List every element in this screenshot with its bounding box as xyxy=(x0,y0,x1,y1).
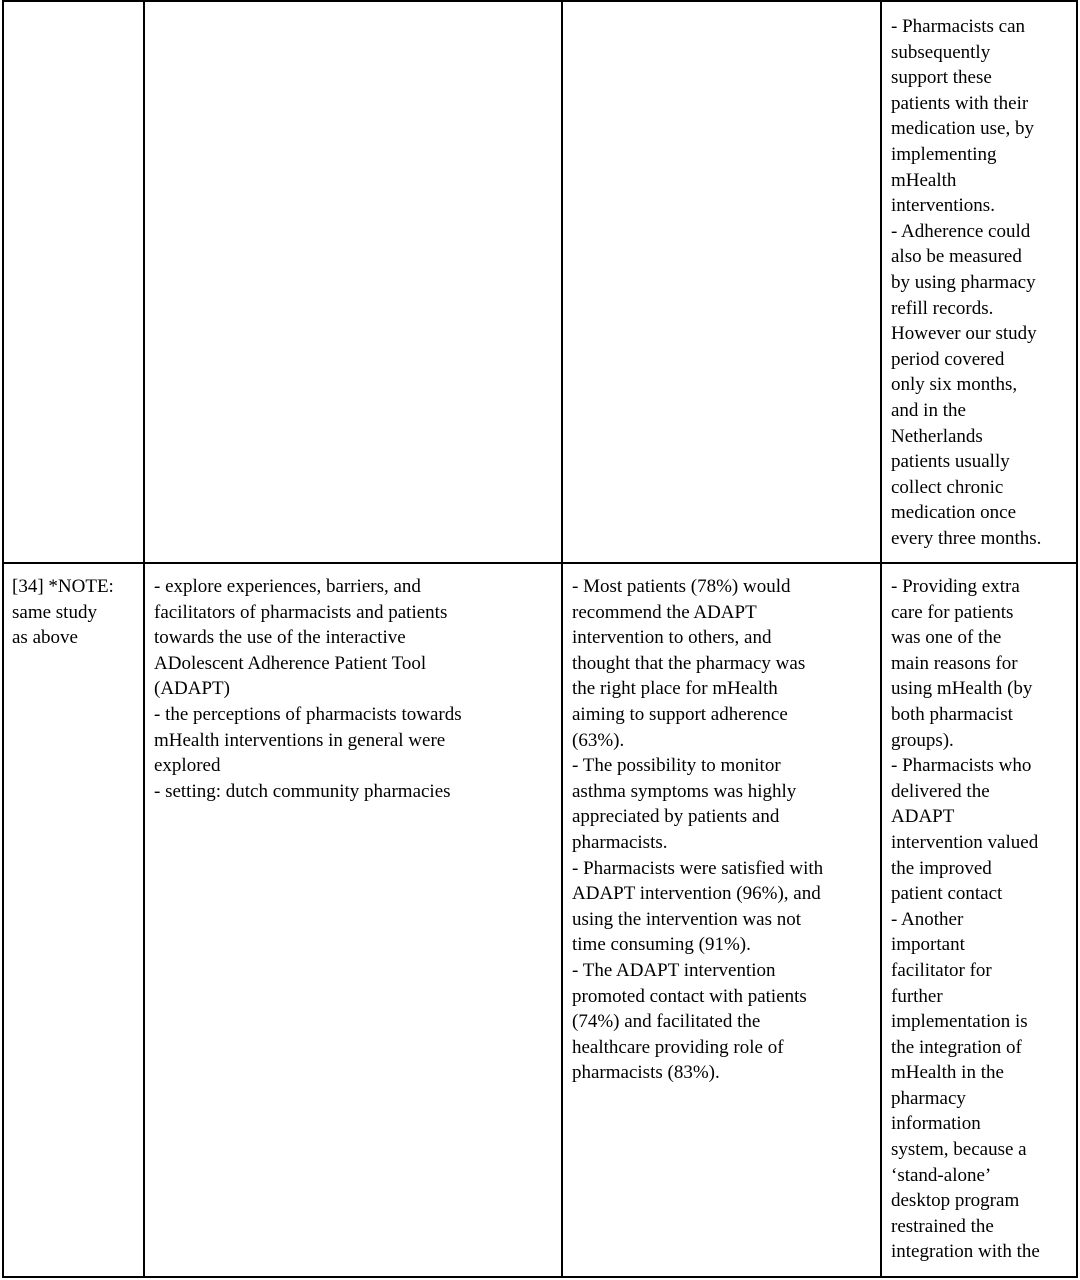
cell-line: desktop program xyxy=(891,1190,1020,1212)
cell-line: promoted contact with patients xyxy=(572,985,807,1007)
cell-line: information xyxy=(891,1113,981,1135)
cell-line: as above xyxy=(12,627,78,649)
cell-line: mHealth xyxy=(891,169,957,191)
cell-line: facilitator for xyxy=(891,959,992,981)
cell-line: collect chronic xyxy=(891,476,1004,498)
cell-line: the improved xyxy=(891,857,992,879)
cell-line: - Pharmacists who xyxy=(891,755,1032,777)
cell-line: appreciated by patients and xyxy=(572,806,780,828)
cell-line: intervention valued xyxy=(891,831,1039,853)
cell-line: patients with their xyxy=(891,92,1029,114)
cell-line: (ADAPT) xyxy=(154,678,230,700)
table-divider-col3 xyxy=(880,0,882,1278)
cell-line: interventions. xyxy=(891,195,995,217)
table-row-divider xyxy=(2,562,1078,564)
cell-line: aiming to support adherence xyxy=(572,703,788,725)
cell-line: pharmacists. xyxy=(572,831,668,853)
table-border-right xyxy=(1076,0,1078,1278)
cell-line: both pharmacist xyxy=(891,703,1013,725)
cell-line: the right place for mHealth xyxy=(572,678,778,700)
cell-line: - The ADAPT intervention xyxy=(572,959,776,981)
cell-line: mHealth interventions in general were xyxy=(154,729,446,751)
cell-line: asthma symptoms was highly xyxy=(572,780,797,802)
cell-line: intervention to others, and xyxy=(572,627,772,649)
cell-line: important xyxy=(891,934,965,956)
cell-line: groups). xyxy=(891,729,954,751)
table-cell-row2-col1 xyxy=(12,574,114,651)
cell-line: care for patients xyxy=(891,601,1014,623)
cell-line: the integration of xyxy=(891,1036,1022,1058)
cell-line: only six months, xyxy=(891,374,1018,396)
cell-line: ADAPT intervention (96%), and xyxy=(572,883,821,905)
table-border-top xyxy=(2,0,1078,2)
cell-line: support these xyxy=(891,67,992,89)
cell-line: pharmacy xyxy=(891,1087,966,1109)
table-divider-col1 xyxy=(143,0,145,1278)
cell-line: medication once xyxy=(891,502,1017,524)
cell-line: - The possibility to monitor xyxy=(572,755,781,777)
cell-line: - explore experiences, barriers, and xyxy=(154,576,421,597)
cell-line: (63%). xyxy=(572,729,625,751)
cell-line: - Most patients (78%) would xyxy=(572,576,791,597)
table-cell-row2-col3 xyxy=(572,574,823,1086)
cell-line: using the intervention was not xyxy=(572,908,802,930)
cell-line: further xyxy=(891,985,943,1007)
table-cell-row2-col2 xyxy=(154,574,462,804)
table-cell-row2-col4 xyxy=(891,574,1040,1265)
cell-line: towards the use of the interactive xyxy=(154,627,406,649)
cell-line: implementation is xyxy=(891,1011,1028,1033)
cell-line: delivered the xyxy=(891,780,990,802)
cell-line: healthcare providing role of xyxy=(572,1036,784,1058)
cell-line: refill records. xyxy=(891,297,994,319)
cell-line: pharmacists (83%). xyxy=(572,1062,720,1084)
table-border-left xyxy=(2,0,4,1278)
cell-line: using mHealth (by xyxy=(891,678,1033,700)
cell-line: same study xyxy=(12,601,97,623)
cell-line: patients usually xyxy=(891,451,1010,473)
cell-line: recommend the ADAPT xyxy=(572,601,757,623)
cell-line: subsequently xyxy=(891,41,991,63)
cell-line: and in the xyxy=(891,399,966,421)
table-cell-row1-col4 xyxy=(891,14,1041,551)
cell-line: - Another xyxy=(891,908,964,930)
cell-line: - Pharmacists can xyxy=(891,16,1026,37)
cell-line: main reasons for xyxy=(891,652,1018,674)
cell-line: by using pharmacy xyxy=(891,271,1036,293)
cell-line: medication use, by xyxy=(891,118,1034,140)
cell-line: ‘stand-alone’ xyxy=(891,1164,992,1186)
cell-line: also be measured xyxy=(891,246,1022,268)
cell-line: time consuming (91%). xyxy=(572,934,751,956)
cell-line: mHealth in the xyxy=(891,1062,1004,1084)
cell-line: explored xyxy=(154,755,221,777)
cell-line: - setting: dutch community pharmacies xyxy=(154,780,451,802)
cell-line: - the perceptions of pharmacists towards xyxy=(154,703,462,725)
table-divider-col2 xyxy=(561,0,563,1278)
cell-line: period covered xyxy=(891,348,1005,370)
cell-line: - Providing extra xyxy=(891,576,1020,597)
cell-line: [34] *NOTE: xyxy=(12,576,114,597)
cell-line: facilitators of pharmacists and patients xyxy=(154,601,448,623)
table-border-bottom xyxy=(2,1276,1078,1278)
cell-line: - Adherence could xyxy=(891,220,1031,242)
cell-line: patient contact xyxy=(891,883,1003,905)
cell-line: Netherlands xyxy=(891,425,983,447)
cell-line: (74%) and facilitated the xyxy=(572,1011,761,1033)
cell-line: - Pharmacists were satisfied with xyxy=(572,857,824,879)
cell-line: ADolescent Adherence Patient Tool xyxy=(154,652,427,674)
cell-line: However our study xyxy=(891,323,1037,345)
cell-line: every three months. xyxy=(891,527,1042,549)
cell-line: ADAPT xyxy=(891,806,955,828)
cell-line: implementing xyxy=(891,143,997,165)
cell-line: thought that the pharmacy was xyxy=(572,652,806,674)
cell-line: was one of the xyxy=(891,627,1002,649)
cell-line: system, because a xyxy=(891,1139,1027,1161)
cell-line: integration with the xyxy=(891,1241,1040,1263)
cell-line: restrained the xyxy=(891,1215,994,1237)
